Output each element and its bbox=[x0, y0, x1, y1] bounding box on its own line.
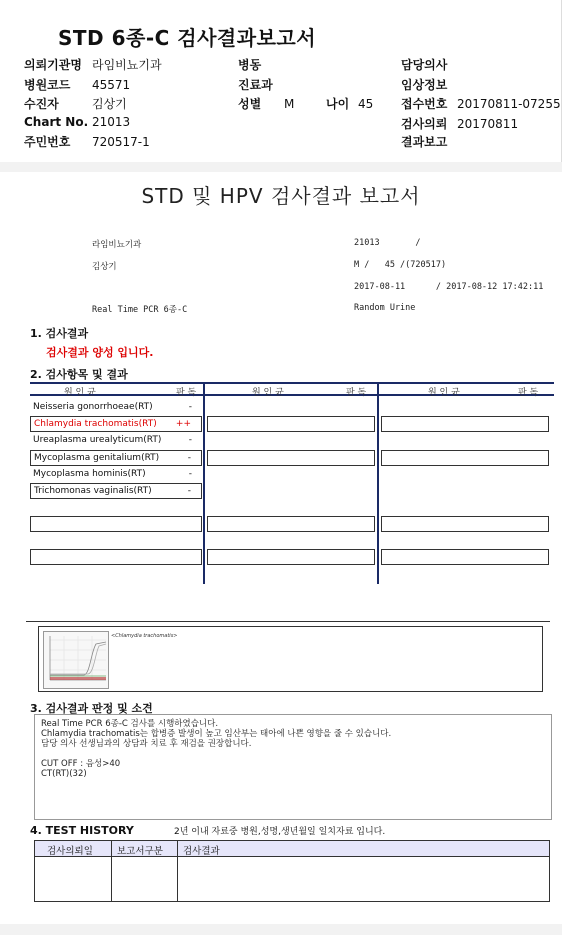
empty-result-cell bbox=[207, 516, 375, 532]
request-value: 20170811 bbox=[457, 117, 519, 131]
findings-box bbox=[34, 714, 552, 820]
info-test-name: Real Time PCR 6종-C bbox=[92, 305, 188, 315]
findings-line: Chlamydia trachomatis는 합병증 발생이 높고 임산부는 태아에 나쁜 영향을 줄 수 있습니다. bbox=[41, 729, 392, 739]
report-header-sheet bbox=[0, 0, 562, 162]
history-table bbox=[34, 840, 550, 902]
info-chart: 21013 / bbox=[354, 238, 421, 248]
empty-result-cell bbox=[381, 549, 549, 565]
col-pathogen-2: 원 인 균 bbox=[252, 388, 284, 398]
empty-result-cell bbox=[381, 516, 549, 532]
age-value: 45 bbox=[358, 97, 374, 111]
findings-line: CT(RT)(32) bbox=[41, 769, 87, 779]
empty-result-cell bbox=[381, 416, 549, 432]
amplification-graph-panel bbox=[38, 626, 543, 692]
history-table-header bbox=[35, 841, 549, 857]
hospital-code-row: 병원코드 45571 bbox=[24, 78, 131, 92]
col-judgement-2: 판 독 bbox=[346, 388, 367, 398]
section-separator bbox=[26, 621, 550, 622]
result-row-3: Ureaplasma urealyticum(RT) - bbox=[33, 435, 192, 445]
history-col-divider bbox=[111, 841, 112, 901]
receipt-value: 20170811-07255 bbox=[457, 97, 561, 111]
id-no-value: 720517-1 bbox=[92, 135, 150, 149]
info-sex-age: M / 45 /(720517) bbox=[354, 260, 447, 270]
section4-heading: 4. TEST HISTORY bbox=[30, 824, 134, 837]
info-institution: 라임비뇨기과 bbox=[92, 240, 142, 250]
result-row-2: Chlamydia trachomatis(RT) ++ bbox=[30, 416, 202, 432]
graph-legend: <Chlamydia trachomatis> bbox=[111, 633, 178, 639]
patient-row: 수진자 김상기 bbox=[24, 97, 127, 111]
history-col-divider bbox=[177, 841, 178, 901]
info-dates: 2017-08-11 / 2017-08-12 17:42:11 bbox=[354, 282, 544, 292]
clinical-row: 임상정보 bbox=[401, 78, 448, 92]
col-pathogen-3: 원 인 균 bbox=[428, 388, 460, 398]
result-row-1: Neisseria gonorrhoeae(RT) - bbox=[33, 402, 192, 412]
patient-value: 김상기 bbox=[92, 97, 127, 111]
chart-no-row: Chart No. 21013 bbox=[24, 115, 131, 129]
hospital-code-value: 45571 bbox=[92, 78, 131, 92]
id-no-row: 주민번호 720517-1 bbox=[24, 135, 150, 149]
result-row-6: Trichomonas vaginalis(RT) - bbox=[30, 483, 202, 499]
section2-heading: 2. 검사항목 및 결과 bbox=[30, 368, 128, 381]
grid-divider-1 bbox=[203, 382, 205, 584]
result-grid-header bbox=[30, 382, 554, 396]
findings-line: 담당 의사 선생님과의 상담과 치료 후 재검을 권장합니다. bbox=[41, 739, 252, 749]
dept-row: 진료과 bbox=[238, 78, 273, 92]
empty-result-cell bbox=[207, 450, 375, 466]
ward-row: 병동 bbox=[238, 58, 262, 72]
institution-row: 의뢰기관명 라임비뇨기과 bbox=[24, 58, 162, 72]
report-title: STD 6종-C 검사결과보고서 bbox=[58, 26, 317, 50]
col-report-type: 보고서구분 bbox=[117, 846, 163, 857]
col-pathogen-1: 원 인 균 bbox=[64, 388, 96, 398]
result-row-5: Mycoplasma hominis(RT) - bbox=[33, 469, 192, 479]
positive-result-text: 검사결과 양성 입니다. bbox=[46, 346, 154, 359]
amplification-curve-thumbnail bbox=[43, 631, 109, 689]
col-result: 검사결과 bbox=[183, 846, 220, 857]
findings-line: Real Time PCR 6종-C 검사를 시행하였습니다. bbox=[41, 719, 219, 729]
result-sheet bbox=[0, 172, 562, 924]
empty-result-cell bbox=[30, 549, 202, 565]
findings-line: CUT OFF : 음성>40 bbox=[41, 759, 121, 769]
empty-result-cell bbox=[30, 516, 202, 532]
receipt-row: 접수번호 20170811-07255 bbox=[401, 97, 561, 111]
doc-title: STD 및 HPV 검사결과 보고서 bbox=[141, 184, 421, 208]
info-patient: 김상기 bbox=[92, 262, 117, 272]
sex-value: M bbox=[284, 97, 295, 111]
grid-divider-2 bbox=[377, 382, 379, 584]
amplification-curve-chart bbox=[44, 632, 108, 688]
report-row: 결과보고 bbox=[401, 135, 448, 149]
section3-heading: 3. 검사결과 판정 및 소견 bbox=[30, 702, 153, 715]
section1-heading: 1. 검사결과 bbox=[30, 327, 89, 340]
doctor-row: 담당의사 bbox=[401, 58, 448, 72]
result-row-4: Mycoplasma genitalium(RT) - bbox=[30, 450, 202, 466]
empty-result-cell bbox=[207, 549, 375, 565]
col-judgement-3: 판 독 bbox=[518, 388, 539, 398]
history-note: 2년 이내 자료중 병원,성명,생년월일 일치자료 입니다. bbox=[174, 827, 386, 837]
empty-result-cell bbox=[381, 450, 549, 466]
page-gap bbox=[0, 162, 562, 172]
col-judgement-1: 판 독 bbox=[176, 388, 197, 398]
empty-result-cell bbox=[207, 416, 375, 432]
findings-line bbox=[41, 749, 545, 759]
col-request-date: 검사의뢰일 bbox=[47, 846, 93, 857]
institution-value: 라임비뇨기과 bbox=[92, 58, 162, 72]
chart-no-value: 21013 bbox=[92, 115, 131, 129]
info-specimen: Random Urine bbox=[354, 303, 416, 313]
sex-age-row: 성별 M 나이 45 bbox=[238, 97, 374, 111]
request-row: 검사의뢰 20170811 bbox=[401, 117, 519, 131]
